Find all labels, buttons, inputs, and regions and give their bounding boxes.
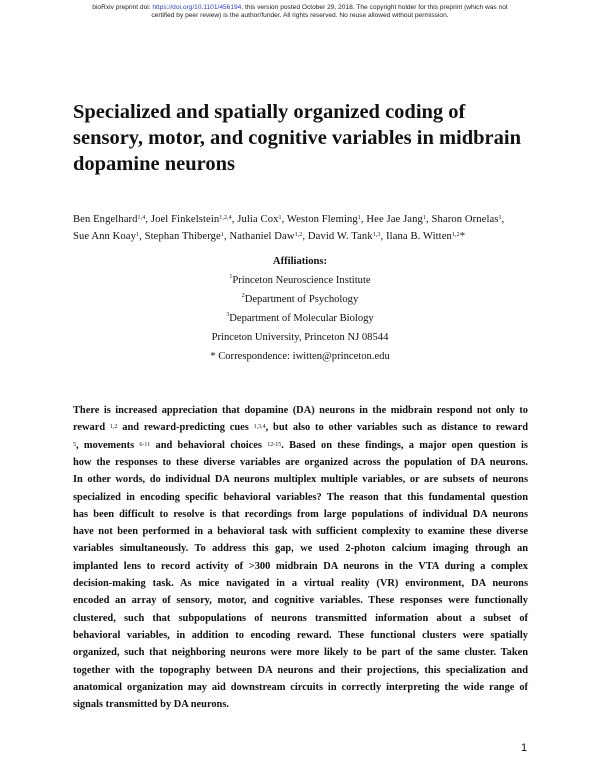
abstract-text: and reward-predicting cues — [117, 422, 254, 434]
abstract-line — [73, 647, 528, 659]
author-name: Julia Cox — [237, 214, 279, 225]
abstract-line — [73, 440, 528, 452]
affiliations-heading-text: Affiliations: — [272, 256, 328, 267]
abstract-text: , movements — [76, 439, 140, 451]
title-line: dopamine neurons — [73, 153, 235, 175]
corresponding-mark: * — [459, 231, 466, 242]
preprint-notice-line-1 — [0, 4, 600, 12]
author-list: Ben Engelhard$^{1,4}$, Joel Finkelstein$^{1,2,4}$, Julia Cox$^1$, Weston Fleming$^1$, Hee Jae Jang$^1$, Sharon Ornelas$^1$, Sue Ann Koay$^1$, Stephan Thiberge$^1$, Nathaniel Daw$^{1,2}$, David W. Tank$^{1,3}$, Ilana B. Witten$^{1,2}$* — [73, 214, 505, 242]
author-name: Sharon Ornelas — [431, 214, 499, 225]
title-line: sensory, motor, and cognitive variables in midbrain — [73, 127, 521, 149]
abstract-line — [73, 422, 528, 434]
citation-sup: 12-15 — [267, 441, 282, 448]
citation-sup: 5 — [73, 441, 76, 448]
author-name: Weston Fleming — [286, 214, 358, 225]
notice-suffix: . this version posted October 29, 2018. The copyright holder for this preprint (which was not — [241, 4, 508, 11]
author-affiliation-sup: 1 — [357, 215, 361, 221]
abstract-text: signals transmitted by DA neurons. — [73, 699, 229, 711]
author-affiliation-sup: 1 — [278, 215, 282, 221]
author — [432, 214, 502, 225]
abstract-line — [73, 561, 528, 573]
abstract-text: how the responses to these diverse variables are organized across the population of DA neurons. — [73, 456, 528, 468]
abstract-text: There is increased appreciation that dopamine (DA) neurons in the midbrain respond not only to — [73, 405, 528, 416]
author-affiliation-sup: 1,4 — [137, 215, 146, 221]
abstract-text: variables simultaneously. To address this gap, we used 2-photon calcium imaging through an — [73, 543, 528, 555]
affiliation-sup: 3 — [226, 312, 230, 318]
paper-title — [73, 99, 543, 177]
author-name: Sue Ann Koay — [73, 231, 136, 242]
author — [73, 231, 139, 242]
abstract-text: , but also to other variables such as distance to reward — [265, 422, 528, 434]
abstract-line — [73, 613, 528, 625]
author-affiliation-sup: 1,2,4 — [219, 215, 232, 221]
address: Princeton University, Princeton NJ 08544 — [211, 332, 389, 343]
author-affiliation-sup: 1 — [136, 232, 140, 238]
abstract-text: encoded an array of sensory, motor, and cognitive variables. These responses were functionally — [73, 595, 528, 607]
abstract-line — [73, 543, 528, 555]
citation-sup: 1,2 — [109, 424, 118, 431]
abstract-text: anatomical organization may aid downstream circuits in correctly interpreting the wide range of — [73, 681, 528, 693]
abstract-text: together with the topography between DA neurons and their projections, this specialization and — [73, 664, 528, 676]
abstract-text: specialized in encoding specific behavioral variables? The reason that this fundamental question — [73, 491, 528, 503]
author — [145, 231, 224, 242]
author-affiliation-sup: 1,2 — [451, 232, 460, 238]
abstract-text: have not been performed in a behavioral task with sufficient complexity to examine these diverse — [73, 526, 528, 538]
affiliation-text: Department of Molecular Biology — [229, 313, 374, 324]
abstract-line — [73, 699, 528, 711]
author-affiliation-sup: 1,3 — [372, 232, 381, 238]
affiliation-2 — [0, 294, 600, 305]
author — [366, 214, 426, 225]
affiliation-text: Princeton Neuroscience Institute — [232, 275, 371, 286]
abstract-line — [73, 595, 528, 607]
citation-sup: 1,3,4 — [253, 424, 266, 431]
author-affiliation-sup: 1 — [422, 215, 426, 221]
author-name: Ben Engelhard — [73, 214, 138, 225]
author-name: Hee Jae Jang — [366, 214, 423, 225]
abstract-text: has been difficult to resolve is that recordings from large populations of individual DA neurons — [73, 508, 528, 520]
author-affiliation-sup: 1 — [220, 232, 224, 238]
author-name: David W. Tank — [307, 231, 373, 242]
preprint-notice-line-2: certified by peer review) is the author/funder. All rights reserved. No reuse allowed without permission. — [151, 12, 449, 19]
author-affiliation-sup: 1,2 — [294, 232, 303, 238]
abstract-text: organized, such that neighboring neurons were more likely to be part of the same cluster. Taken — [73, 647, 528, 659]
abstract-line — [73, 405, 528, 417]
author-name: Ilana B. Witten — [386, 231, 452, 242]
page-number: 1 — [521, 742, 528, 754]
abstract-text: . Based on these findings, a major open question is — [281, 439, 528, 451]
abstract-text: reward — [73, 422, 110, 434]
author-name: Joel Finkelstein — [150, 214, 220, 225]
abstract-line — [73, 665, 528, 677]
abstract-text: behavioral variables, in addition to encoding reward. These functional clusters were spatially — [73, 629, 528, 641]
author — [237, 214, 281, 225]
abstract-line — [73, 509, 528, 521]
notice-prefix: bioRxiv preprint doi: — [92, 4, 153, 11]
author — [151, 214, 232, 225]
affiliation-3 — [0, 313, 600, 324]
abstract-text: clustered, such that subpopulations of neurons transmitted information about a subset of — [73, 612, 528, 624]
abstract-line — [73, 682, 528, 694]
abstract-line — [73, 457, 528, 469]
author-affiliation-sup: 1 — [498, 215, 502, 221]
abstract-line — [73, 492, 528, 504]
abstract-text: and behavioral choices — [150, 439, 268, 451]
affiliation-sup: 1 — [229, 274, 233, 280]
affiliation-text: Department of Psychology — [244, 294, 359, 305]
correspondence: * Correspondence: iwitten@princeton.edu — [210, 351, 390, 362]
author — [287, 214, 361, 225]
affiliation-sup: 2 — [241, 293, 245, 299]
abstract-line — [73, 526, 528, 538]
title-line: Specialized and spatially organized coding of — [73, 101, 466, 123]
abstract-line — [73, 630, 528, 642]
abstract-text: decision-making task. As mice navigated in a virtual reality (VR) environment, DA neurons — [73, 578, 528, 589]
author — [386, 231, 465, 242]
author — [229, 231, 302, 242]
abstract-line — [73, 474, 528, 486]
abstract-line — [73, 578, 528, 590]
doi-link[interactable]: https://doi.org/10.1101/456194 — [152, 4, 242, 11]
abstract-text: In other words, do individual DA neurons multiplex multiple variables, or are subsets of neurons — [73, 474, 528, 486]
author-name: Nathaniel Daw — [229, 231, 295, 242]
affiliations-heading — [0, 256, 600, 267]
author — [308, 231, 381, 242]
citation-sup: 6-11 — [139, 441, 151, 448]
author — [73, 214, 145, 225]
affiliation-1 — [0, 275, 600, 286]
author-name: Stephan Thiberge — [144, 231, 221, 242]
abstract-text: implanted lens to record activity of >300 midbrain DA neurons in the VTA during a complex — [73, 560, 528, 572]
